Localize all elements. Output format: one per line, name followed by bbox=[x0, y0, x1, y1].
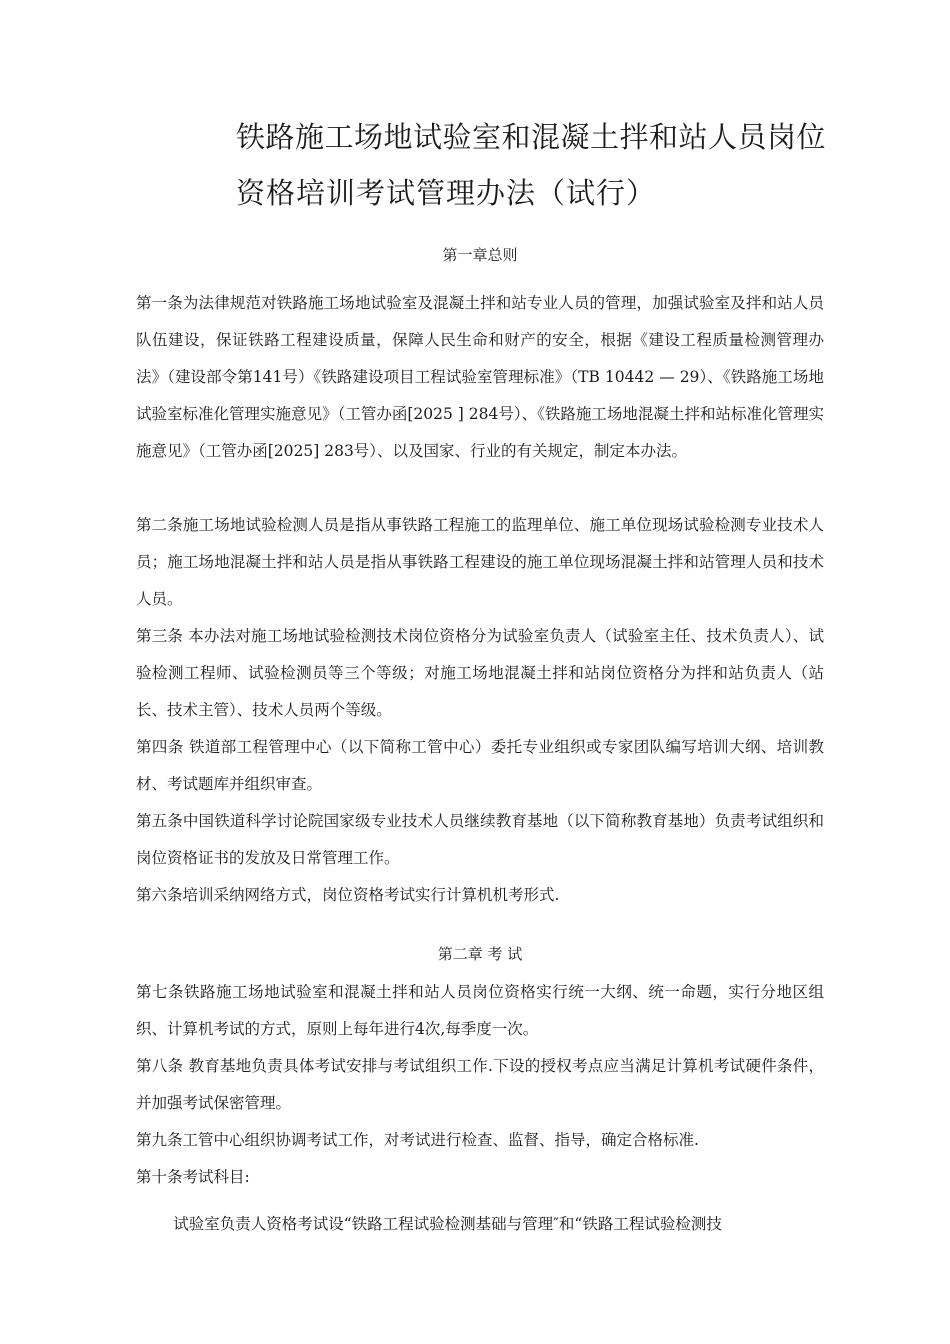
title-line-1: 铁路施工场地试验室和混凝土拌和站人员岗位 bbox=[236, 120, 827, 154]
article-3: 第三条 本办法对施工场地试验检测技术岗位资格分为试验室负责人（试验室主任、技术负责人）、试验检测工程师、试验检测员等三个等级；对施工场地混凝土拌和站岗位资格分为拌和站负责人（站长、技术主管）、技术人员两个等级。 bbox=[136, 627, 824, 719]
article-4: 第四条 铁道部工程管理中心（以下简称工管中心）委托专业组织或专家团队编写培训大纲、培训教材、考试题库并组织审查。 bbox=[136, 738, 824, 793]
article-2: 第二条施工场地试验检测人员是指从事铁路工程施工的监理单位、施工单位现场试验检测专业技术人员；施工场地混凝土拌和站人员是指从事铁路工程建设的施工单位现场混凝土拌和站管理人员和技术人员。 bbox=[136, 516, 824, 608]
article-7: 第七条铁路施工场地试验室和混凝土拌和站人员岗位资格实行统一大纲、统一命题，实行分地区组织、计算机考试的方式，原则上每年进行4次,每季度一次。 bbox=[136, 983, 824, 1038]
article-1: 第一条为法律规范对铁路施工场地试验室及混凝土拌和站专业人员的管理，加强试验室及拌和站人员队伍建设，保证铁路工程建设质量，保障人民生命和财产的安全，根据《建设工程质量检测管理办法》（建设部令第141号）《铁路建设项目工程试验室管理标准》（TB 10442 — 29）、《铁路施工场地试验室标准化管理实施意见》（工管办函[2025 ] 284号）、《铁路施工场地混凝土拌和站标准化管理实施意见》（工管办函[2025] 283号）、以及国家、行业的有关规定，制定本办法。 bbox=[136, 294, 824, 460]
article-8: 第八条 教育基地负责具体考试安排与考试组织工作.下设的授权考点应当满足计算机考试硬件条件，并加强考试保密管理。 bbox=[136, 1057, 824, 1112]
chapter-heading-2: 第二章 考 试 bbox=[437, 945, 523, 963]
exam-subjects-paragraph: 试验室负责人资格考试设“铁路工程试验检测基础与管理″和“铁路工程试验检测技 bbox=[173, 1215, 722, 1233]
chapter-heading-1: 第一章总则 bbox=[442, 246, 518, 264]
article-5: 第五条中国铁道科学讨论院国家级专业技术人员继续教育基地（以下简称教育基地）负责考试组织和岗位资格证书的发放及日常管理工作。 bbox=[136, 812, 824, 867]
title-line-2: 资格培训考试管理办法（试行） bbox=[236, 176, 657, 210]
document-title bbox=[236, 109, 876, 221]
article-9: 第九条工管中心组织协调考试工作，对考试进行检查、监督、指导，确定合格标准. bbox=[136, 1131, 699, 1149]
article-10: 第十条考试科目: bbox=[136, 1168, 250, 1186]
article-6: 第六条培训采纳网络方式，岗位资格考试实行计算机机考形式. bbox=[136, 886, 560, 904]
